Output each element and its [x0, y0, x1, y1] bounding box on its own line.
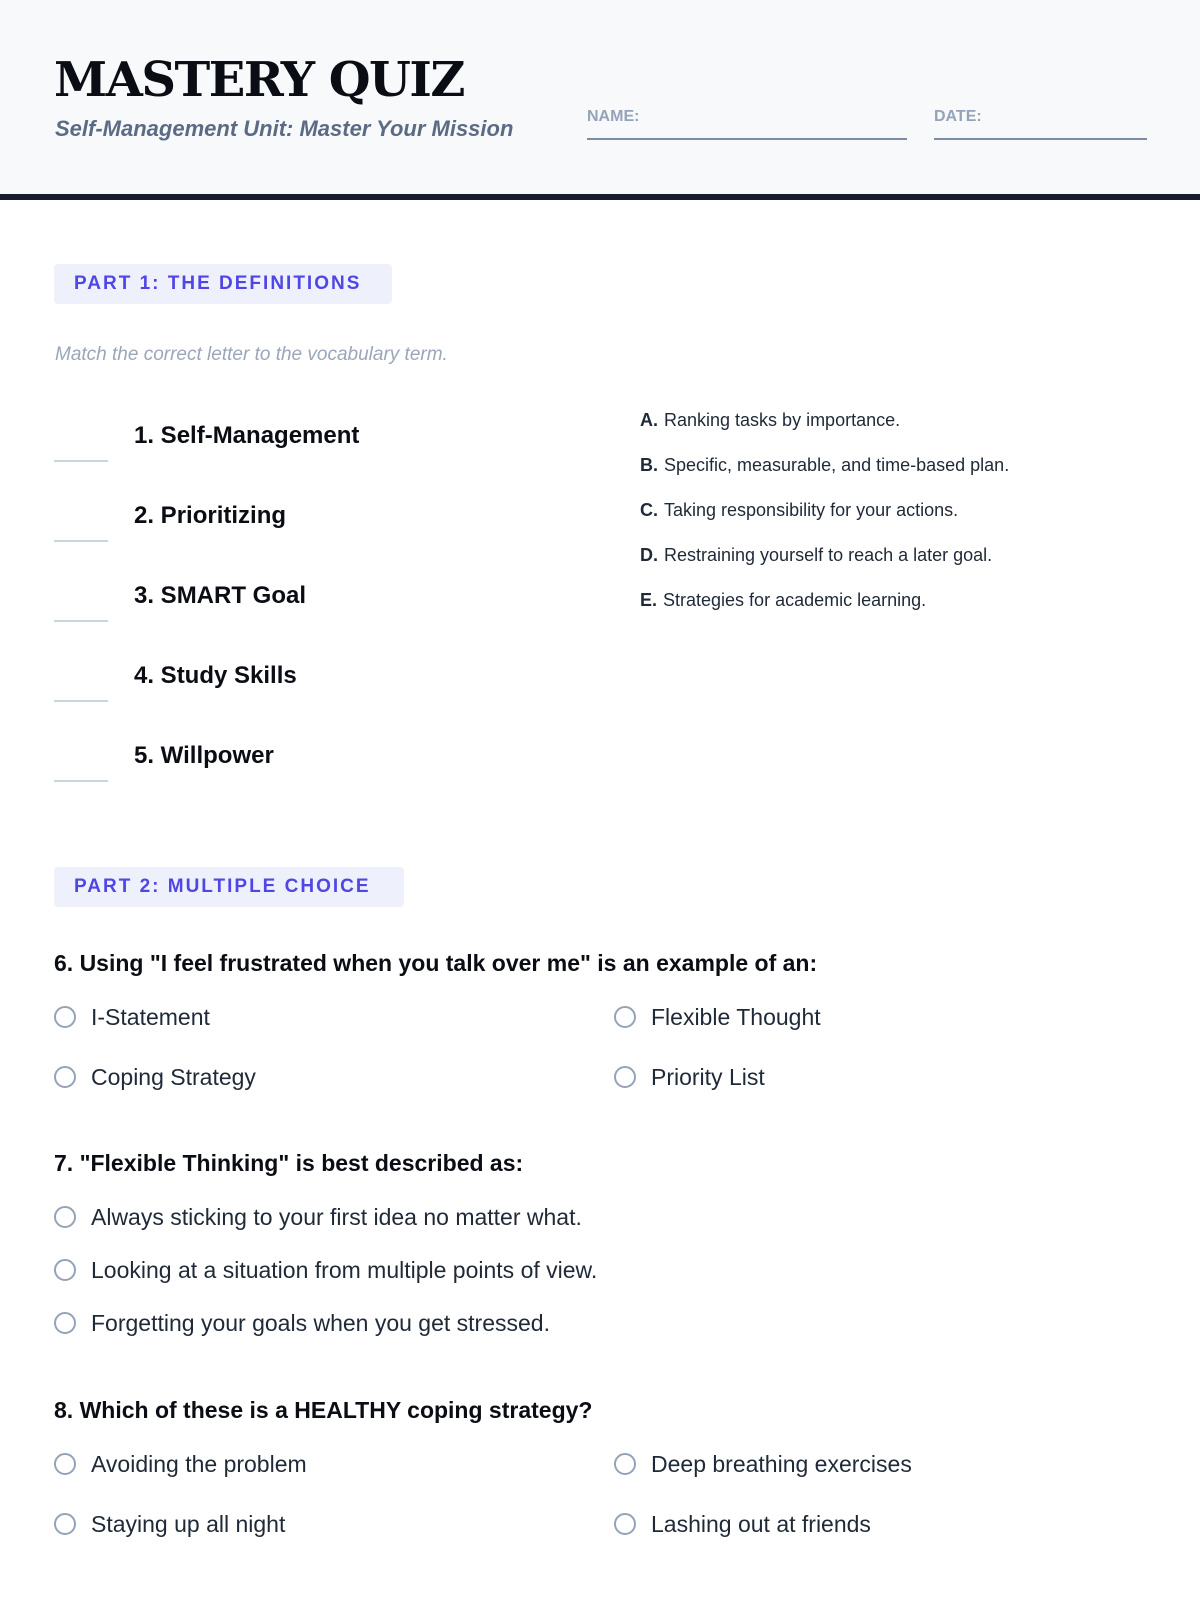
radio-button[interactable]: [614, 1006, 636, 1028]
option-label: Looking at a situation from multiple points of view.: [91, 1256, 598, 1283]
option-label: Avoiding the problem: [91, 1450, 307, 1477]
definition-letter: B.: [640, 455, 658, 475]
definition-letter: C.: [640, 500, 658, 520]
page-subtitle: Self-Management Unit: Master Your Mission: [55, 116, 514, 141]
radio-button[interactable]: [614, 1453, 636, 1475]
definition-item: [640, 500, 1160, 545]
term-row: [54, 500, 614, 580]
page-title: MASTERY QUIZ: [54, 52, 464, 108]
q8-option-b[interactable]: [614, 1449, 912, 1479]
option-label: Flexible Thought: [651, 1003, 821, 1030]
definition-text: Restraining yourself to reach a later goal.: [664, 545, 993, 565]
definition-text: Strategies for academic learning.: [663, 590, 927, 610]
q6-option-d[interactable]: [614, 1062, 765, 1092]
question-8: 8. Which of these is a HEALTHY coping strategy?: [54, 1397, 593, 1423]
q7-option-a[interactable]: [54, 1202, 582, 1232]
radio-button[interactable]: [614, 1513, 636, 1535]
option-label: Staying up all night: [91, 1510, 286, 1537]
radio-button[interactable]: [54, 1312, 76, 1334]
term-row: [54, 580, 614, 660]
date-label: DATE:: [934, 108, 982, 125]
q8-option-c[interactable]: [54, 1509, 285, 1539]
part1-heading: PART 1: THE DEFINITIONS: [54, 264, 392, 304]
question-6: 6. Using "I feel frustrated when you talk over me" is an example of an:: [54, 950, 818, 976]
definition-item: [640, 545, 1160, 590]
term-label: 5. Willpower: [134, 742, 274, 769]
answer-blank[interactable]: [54, 620, 108, 622]
definition-item: [640, 455, 1160, 500]
option-label: I-Statement: [91, 1003, 210, 1030]
definition-text: Ranking tasks by importance.: [664, 410, 901, 430]
q8-option-a[interactable]: [54, 1449, 307, 1479]
q6-option-c[interactable]: [54, 1062, 256, 1092]
term-row: [54, 740, 614, 820]
answer-blank[interactable]: [54, 540, 108, 542]
definition-text: Taking responsibility for your actions.: [664, 500, 959, 520]
radio-button[interactable]: [54, 1066, 76, 1088]
option-label: Always sticking to your first idea no matter what.: [91, 1203, 582, 1230]
name-label: NAME:: [587, 108, 640, 125]
quiz-header: [0, 0, 1200, 200]
definition-item: [640, 410, 1160, 455]
answer-blank[interactable]: [54, 460, 108, 462]
q7-option-b[interactable]: [54, 1255, 597, 1285]
term-row: [54, 420, 614, 500]
radio-button[interactable]: [54, 1006, 76, 1028]
q7-option-c[interactable]: [54, 1308, 550, 1338]
radio-button[interactable]: [54, 1259, 76, 1281]
q6-option-a[interactable]: [54, 1002, 210, 1032]
radio-button[interactable]: [54, 1453, 76, 1475]
answer-blank[interactable]: [54, 700, 108, 702]
answer-blank[interactable]: [54, 780, 108, 782]
date-field[interactable]: [934, 106, 1147, 140]
term-label: 1. Self-Management: [134, 422, 360, 449]
radio-button[interactable]: [54, 1513, 76, 1535]
term-row: [54, 660, 614, 740]
definition-letter: A.: [640, 410, 658, 430]
q6-option-b[interactable]: [614, 1002, 821, 1032]
part1-instructions: Match the correct letter to the vocabulary term.: [55, 344, 448, 365]
definition-letter: D.: [640, 545, 658, 565]
option-label: Lashing out at friends: [651, 1510, 871, 1537]
definition-letter: E.: [640, 590, 658, 610]
name-field[interactable]: [587, 106, 907, 140]
question-7: 7. "Flexible Thinking" is best described as:: [54, 1150, 524, 1176]
definition-item: [640, 590, 1160, 635]
radio-button[interactable]: [614, 1066, 636, 1088]
term-label: 4. Study Skills: [134, 662, 297, 689]
part2-heading: PART 2: MULTIPLE CHOICE: [54, 867, 404, 907]
option-label: Coping Strategy: [91, 1063, 256, 1090]
option-label: Priority List: [651, 1063, 765, 1090]
radio-button[interactable]: [54, 1206, 76, 1228]
option-label: Forgetting your goals when you get stressed.: [91, 1309, 550, 1336]
q8-option-d[interactable]: [614, 1509, 871, 1539]
definition-text: Specific, measurable, and time-based plan.: [664, 455, 1010, 475]
definition-list: [640, 410, 1160, 635]
option-label: Deep breathing exercises: [651, 1450, 912, 1477]
term-list: [54, 420, 614, 820]
term-label: 2. Prioritizing: [134, 502, 287, 529]
term-label: 3. SMART Goal: [134, 582, 307, 609]
